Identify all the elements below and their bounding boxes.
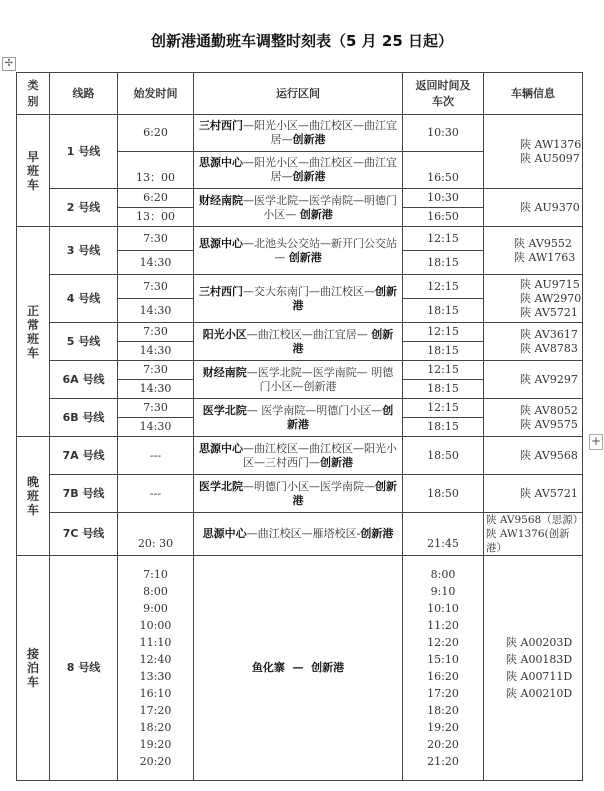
header-route: 运行区间: [194, 73, 403, 115]
return-time: 18:15: [403, 251, 484, 275]
line-label: 7A 号线: [50, 437, 118, 475]
category-evening: 晚班车: [17, 437, 50, 556]
line-label: 6B 号线: [50, 399, 118, 437]
depart-time: 13:30: [139, 670, 172, 683]
header-depart: 始发时间: [118, 73, 194, 115]
return-time: 17:20: [427, 687, 459, 700]
depart-time: 20: 30: [118, 513, 194, 556]
return-time: 16:50: [403, 208, 484, 227]
line-label: 3 号线: [50, 227, 118, 275]
return-times: [403, 556, 484, 781]
return-time: 21:45: [403, 513, 484, 556]
return-time: 12:15: [403, 323, 484, 342]
bus-info: 陕 AV9568: [484, 437, 583, 475]
return-time: 12:15: [403, 399, 484, 418]
return-time: 15:10: [427, 653, 459, 666]
bus-info: 陕 A00203D 陕 A00183D 陕 A00711D 陕 A00210D: [484, 556, 583, 781]
return-time: 19:20: [427, 721, 459, 734]
return-time: 12:15: [403, 227, 484, 251]
header-category: 类别: [17, 73, 50, 115]
route-cell: 医学北院— 医学南院—明德门小区—创新港: [194, 399, 403, 437]
return-time: 18:15: [403, 418, 484, 437]
bus-info: 陕 AV5721: [484, 475, 583, 513]
return-time: 10:10: [427, 602, 459, 615]
depart-time: 7:30: [118, 323, 194, 342]
depart-time: 14:30: [118, 251, 194, 275]
page-title: 创新港通勤班车调整时刻表（5 月 25 日起）: [151, 32, 453, 50]
bus-info: 陕 AW1376 陕 AU5097: [484, 115, 583, 189]
header-bus: 车辆信息: [484, 73, 583, 115]
route-cell: 鱼化寨 — 创新港: [194, 556, 403, 781]
return-time: 11:20: [427, 619, 459, 632]
bus-info: 陕 AV8052 陕 AV9575: [484, 399, 583, 437]
category-regular: 正常班车: [17, 227, 50, 437]
depart-time: 14:30: [118, 342, 194, 361]
category-morning: 早班车: [17, 115, 50, 227]
return-time: 18:50: [403, 437, 484, 475]
category-shuttle: 接泊车: [17, 556, 50, 781]
header-line: 线路: [50, 73, 118, 115]
depart-time: 7:30: [118, 361, 194, 380]
depart-time: 12:40: [139, 653, 172, 666]
bus-info: 陕 AV9568（思源） 陕 AW1376(创新港）: [484, 513, 583, 556]
add-icon[interactable]: +: [590, 434, 602, 448]
return-time: 18:15: [403, 342, 484, 361]
bus-info: 陕 AV9297: [484, 361, 583, 399]
route-cell: 思源中心—曲江校区—雁塔校区-创新港: [194, 513, 403, 556]
depart-time: 7:10: [143, 568, 168, 581]
return-time: 12:15: [403, 275, 484, 299]
return-time: 16:20: [427, 670, 459, 683]
bus-info: 陕 AV9552 陕 AW1763: [484, 227, 583, 275]
bus-info: 陕 AU9370: [484, 189, 583, 227]
depart-time: ---: [118, 437, 194, 475]
depart-time: 6:20: [118, 115, 194, 152]
route-cell: 财经南院—医学北院—医学南院— 明德门小区—创新港: [194, 361, 403, 399]
return-time: 18:15: [403, 380, 484, 399]
return-time: 18:15: [403, 299, 484, 323]
timetable: [16, 72, 583, 781]
depart-time: 19:20: [139, 738, 172, 751]
line-label: 5 号线: [50, 323, 118, 361]
return-time: 20:20: [427, 738, 459, 751]
route-cell: 阳光小区—曲江校区—曲江宜居— 创新港: [194, 323, 403, 361]
line-label: 8 号线: [50, 556, 118, 781]
header-return: 返回时间及车次: [403, 73, 484, 115]
route-cell: 医学北院—明德门小区—医学南院—创新港: [194, 475, 403, 513]
depart-time: 20:20: [139, 755, 172, 768]
depart-time: 7:30: [118, 227, 194, 251]
route-cell: 思源中心—阳光小区—曲江校区—曲江宜居—创新港: [194, 152, 403, 189]
return-time: 18:50: [403, 475, 484, 513]
depart-time: 14:30: [118, 418, 194, 437]
depart-time: 6:20: [118, 189, 194, 208]
return-time: 9:10: [430, 585, 456, 598]
depart-times: [118, 556, 194, 781]
return-time: 12:20: [427, 636, 459, 649]
line-label: 4 号线: [50, 275, 118, 323]
route-cell: 思源中心—曲江校区—曲江校区—阳光小区—三村西门—创新港: [194, 437, 403, 475]
depart-time: 14:30: [118, 380, 194, 399]
move-icon[interactable]: ✢: [2, 57, 16, 71]
line-label: 6A 号线: [50, 361, 118, 399]
depart-time: 7:30: [118, 399, 194, 418]
return-time: 12:15: [403, 361, 484, 380]
depart-time: 18:20: [139, 721, 172, 734]
route-cell: 三村西门—交大东南门—曲江校区—创新港: [194, 275, 403, 323]
return-time: 10:30: [403, 115, 484, 152]
return-time: 18:20: [427, 704, 459, 717]
return-time: 16:50: [403, 152, 484, 189]
line-label: 1 号线: [50, 115, 118, 189]
depart-time: ---: [118, 475, 194, 513]
depart-time: 13：00: [118, 208, 194, 227]
depart-time: 10:00: [139, 619, 172, 632]
return-time: 8:00: [430, 568, 456, 581]
depart-time: 9:00: [143, 602, 168, 615]
bus-info: 陕 AU9715 陕 AW2970 陕 AV5721: [484, 275, 583, 323]
route-cell: 三村西门—阳光小区—曲江校区—曲江宜居—创新港: [194, 115, 403, 152]
line-label: 7B 号线: [50, 475, 118, 513]
depart-time: 14:30: [118, 299, 194, 323]
depart-time: 7:30: [118, 275, 194, 299]
depart-time: 11:10: [139, 636, 172, 649]
bus-info: 陕 AV3617 陕 AV8783: [484, 323, 583, 361]
depart-time: 17:20: [139, 704, 172, 717]
depart-time: 8:00: [143, 585, 168, 598]
depart-time: 16:10: [139, 687, 172, 700]
line-label: 7C 号线: [50, 513, 118, 556]
route-cell: 思源中心—北池头公交站—新开门公交站— 创新港: [194, 227, 403, 275]
return-time: 10:30: [403, 189, 484, 208]
depart-time: 13：00: [118, 152, 194, 189]
return-time: 21:20: [427, 755, 459, 768]
line-label: 2 号线: [50, 189, 118, 227]
route-cell: 财经南院—医学北院—医学南院—明德门小区— 创新港: [194, 189, 403, 227]
